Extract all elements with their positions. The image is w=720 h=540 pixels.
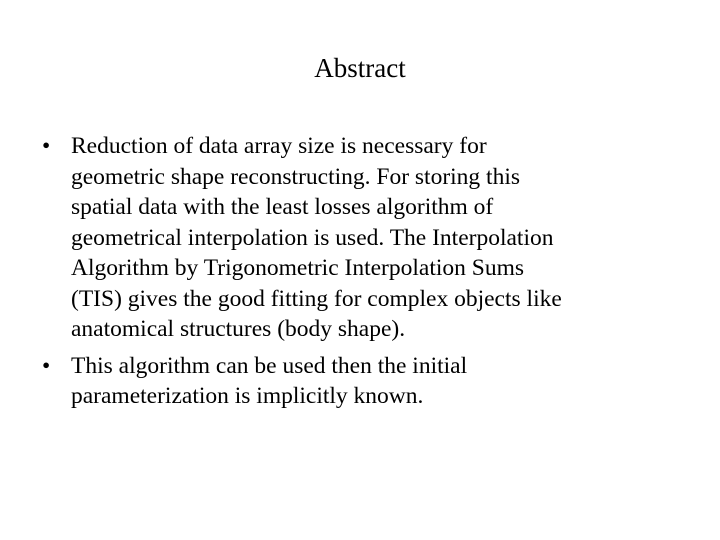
bullet-marker: • — [42, 352, 51, 379]
bullet-text-line: (TIS) gives the good fitting for complex objects like — [71, 285, 562, 312]
bullet-text-line: anatomical structures (body shape). — [71, 316, 406, 342]
bullet-text-line: Algorithm by Trigonometric Interpolation Sums — [71, 255, 525, 281]
bullet-item — [0, 351, 700, 412]
bullet-text-line: geometric shape reconstructing. For storing this — [71, 163, 521, 190]
slide-title: Abstract — [314, 53, 406, 83]
bullet-text-line: This algorithm can be used then the initial — [71, 352, 468, 379]
bullet-list — [0, 131, 700, 418]
bullet-item — [0, 131, 700, 345]
bullet-text-line: parameterization is implicitly known. — [71, 383, 424, 409]
bullet-text-line: spatial data with the least losses algorithm of — [71, 194, 494, 220]
bullet-marker: • — [42, 133, 51, 159]
bullet-text-line: Reduction of data array size is necessary for — [71, 133, 487, 159]
bullet-text-line: geometrical interpolation is used. The Interpolation — [71, 224, 554, 251]
